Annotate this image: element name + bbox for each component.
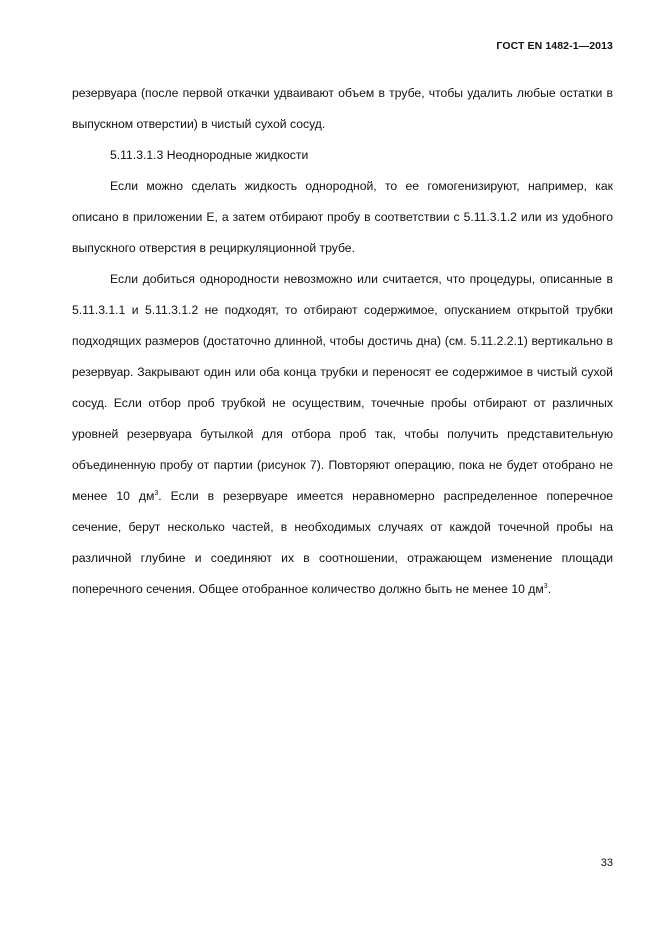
- paragraph-non-homogeneous: [72, 264, 613, 605]
- superscript-cube: 3: [543, 582, 548, 590]
- superscript-cube: 3: [154, 489, 159, 497]
- paragraph-text-part: Если добиться однородности невозможно или считается, что процедуры, описанные в 5.11.3.1.1 и 5.11.3.1.2 не подходят, то отбирают содержимое, опусканием открытой трубки подходящих размеров (достаточно длинной, чтобы достичь дна) (см. 5.11.2.2.1) вертикально в резервуар. Закрывают один или оба конца трубки и переносят ее содержимое в чистый сухой сосуд. Если отбор проб трубкой не осуществим, точечные пробы отбирают от различных уровней резервуара бутылкой для отбора проб так, чтобы получить представительную объединенную пробу от партии (рисунок 7). Повторяют операцию, пока не будет отобрано не менее 10 дм: [72, 272, 613, 503]
- paragraph-text-part: .: [547, 582, 552, 596]
- paragraph-homogeneous: Если можно сделать жидкость однородной, то ее гомогенизируют, например, как описано в приложении Е, а затем отбирают пробу в соответствии с 5.11.3.1.2 или из удобного выпускного отверстия в рециркуляционной трубе.: [72, 179, 613, 255]
- paragraph-text-part: . Если в резервуаре имеется неравномерно распределенное поперечное сечение, берут несколько частей, в необходимых случаях от каждой точечной пробы на различной глубине и соединяют их в соотношении, отражающем изменение площади поперечного сечения. Общее отобранное количество должно быть не менее 10 дм: [72, 489, 613, 596]
- document-standard-header: ГОСТ EN 1482-1—2013: [496, 40, 613, 52]
- section-heading: 5.11.3.1.3 Неоднородные жидкости: [110, 148, 309, 162]
- page-number: 33: [600, 857, 613, 869]
- paragraph-continuation: резервуара (после первой откачки удваивают объем в трубе, чтобы удалить любые остатки в выпускном отверстии) в чистый сухой сосуд.: [72, 86, 613, 131]
- document-body: [72, 78, 613, 605]
